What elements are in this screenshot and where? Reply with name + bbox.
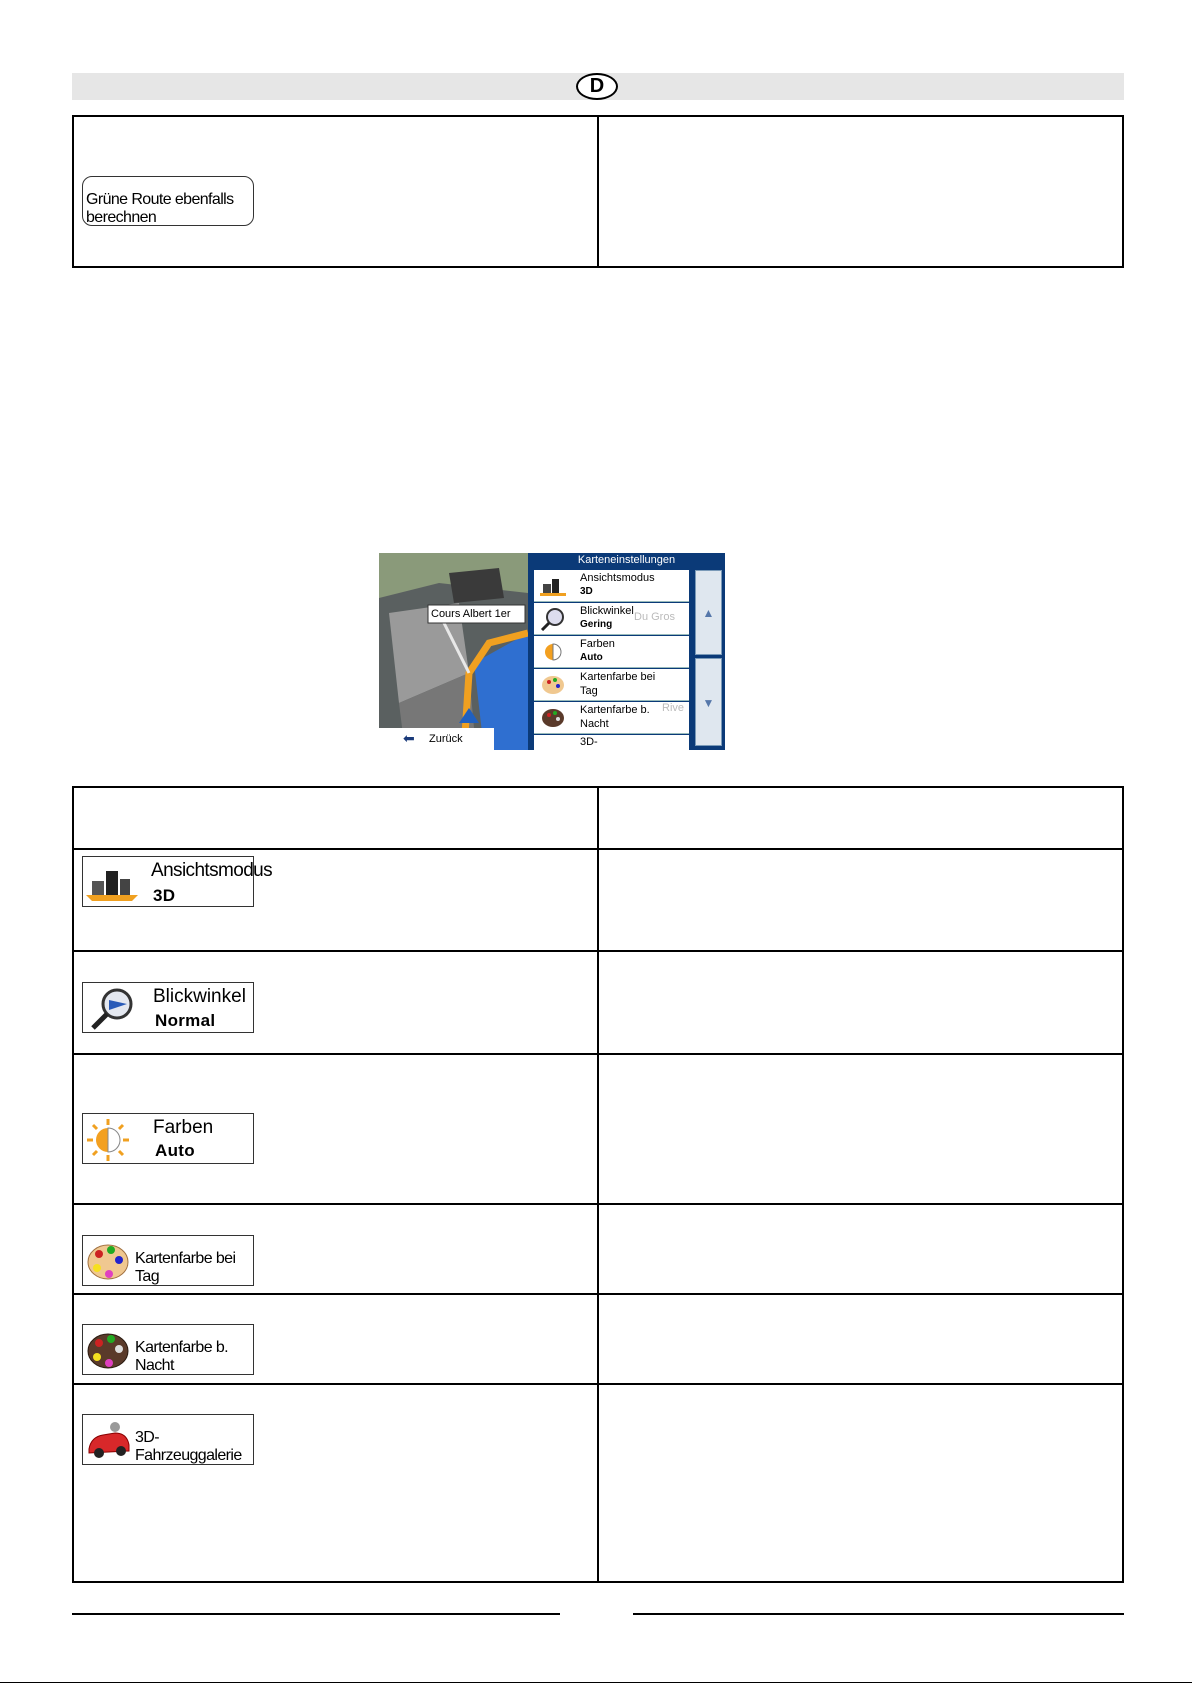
view-angle-label: Blickwinkel bbox=[153, 986, 246, 1007]
magnifier-icon bbox=[540, 607, 566, 631]
sun-moon-icon bbox=[540, 640, 566, 664]
view-angle-value: Normal bbox=[155, 1011, 216, 1030]
row-divider bbox=[72, 848, 1124, 850]
map-label: Rive bbox=[662, 702, 685, 714]
back-button[interactable] bbox=[379, 728, 494, 750]
day-color-label: Kartenfarbe bei Tag bbox=[135, 1250, 236, 1285]
menu-item-label: Blickwinkel bbox=[580, 605, 634, 617]
footer-line-left bbox=[72, 1613, 560, 1615]
colors-label: Farben bbox=[153, 1117, 214, 1138]
menu-item-value: 3D bbox=[580, 586, 593, 597]
day-color-button[interactable] bbox=[82, 1235, 254, 1286]
scroll-down-button[interactable] bbox=[695, 658, 722, 746]
green-route-button[interactable] bbox=[82, 176, 254, 226]
colors-value: Auto bbox=[155, 1141, 195, 1160]
menu-item-value: Nacht bbox=[580, 718, 609, 730]
menu-item-label: Farben bbox=[580, 638, 615, 650]
menu-item-night-color[interactable] bbox=[534, 702, 689, 734]
view-mode-button[interactable] bbox=[82, 856, 273, 907]
vehicle-gallery-label: 3D-Fahrzeuggalerie bbox=[135, 1429, 242, 1464]
magnifier-icon bbox=[87, 986, 137, 1032]
row-divider bbox=[72, 1383, 1124, 1385]
panel-title: Karteneinstellungen bbox=[577, 554, 676, 566]
row-divider bbox=[72, 1203, 1124, 1205]
menu-item-value: Tag bbox=[580, 685, 598, 697]
back-arrow-icon: ⬅ bbox=[403, 730, 415, 746]
menu-item-view-angle[interactable] bbox=[534, 603, 689, 635]
menu-item-value: Auto bbox=[580, 652, 603, 663]
scroll-up-button[interactable] bbox=[695, 570, 722, 655]
arrow-down-icon: ▼ bbox=[702, 696, 715, 710]
night-color-button[interactable] bbox=[82, 1324, 254, 1375]
footer-line-right bbox=[633, 1613, 1124, 1615]
row-divider bbox=[72, 950, 1124, 952]
row-divider bbox=[72, 1293, 1124, 1295]
map-label: Du Gros bbox=[634, 611, 675, 623]
palette-night-icon bbox=[540, 706, 566, 730]
view-angle-button[interactable] bbox=[82, 982, 254, 1033]
menu-item-value: Gering bbox=[580, 619, 613, 630]
street-label: Cours Albert 1er bbox=[431, 608, 511, 620]
vehicle-gallery-button[interactable] bbox=[82, 1414, 254, 1465]
view-mode-label: Ansichtsmodus bbox=[151, 860, 273, 881]
back-button-label: Zurück bbox=[429, 733, 463, 745]
bottom-edge-line bbox=[0, 1682, 1192, 1683]
language-badge: D bbox=[576, 73, 618, 100]
menu-item-day-color[interactable] bbox=[534, 669, 689, 701]
arrow-up-icon: ▲ bbox=[702, 606, 715, 620]
menu-item-label: Kartenfarbe bei bbox=[580, 671, 656, 683]
menu-item-label: 3D- bbox=[580, 736, 598, 748]
menu-item-view-mode[interactable] bbox=[534, 570, 689, 602]
buildings-icon bbox=[86, 863, 138, 903]
settings-table-divider bbox=[597, 786, 599, 1583]
green-route-button-label: Grüne Route ebenfalls berechnen bbox=[86, 191, 234, 226]
palette-day-icon bbox=[85, 1240, 131, 1284]
menu-item-vehicle[interactable] bbox=[534, 735, 689, 750]
car-icon bbox=[85, 1419, 133, 1463]
menu-item-label: Ansichtsmodus bbox=[580, 572, 655, 584]
view-mode-value: 3D bbox=[153, 886, 176, 905]
sun-moon-icon bbox=[85, 1117, 131, 1163]
palette-night-icon bbox=[85, 1329, 131, 1373]
buildings-icon bbox=[540, 574, 566, 598]
map-view bbox=[379, 553, 528, 750]
palette-day-icon bbox=[540, 673, 566, 697]
menu-item-label: Kartenfarbe b. bbox=[580, 704, 650, 716]
colors-button[interactable] bbox=[82, 1113, 254, 1164]
night-color-label: Kartenfarbe b. Nacht bbox=[135, 1339, 228, 1374]
menu-item-colors[interactable] bbox=[534, 636, 689, 668]
map-settings-screenshot bbox=[379, 553, 725, 750]
top-table-divider bbox=[597, 115, 599, 268]
settings-panel bbox=[528, 553, 725, 750]
row-divider bbox=[72, 1053, 1124, 1055]
